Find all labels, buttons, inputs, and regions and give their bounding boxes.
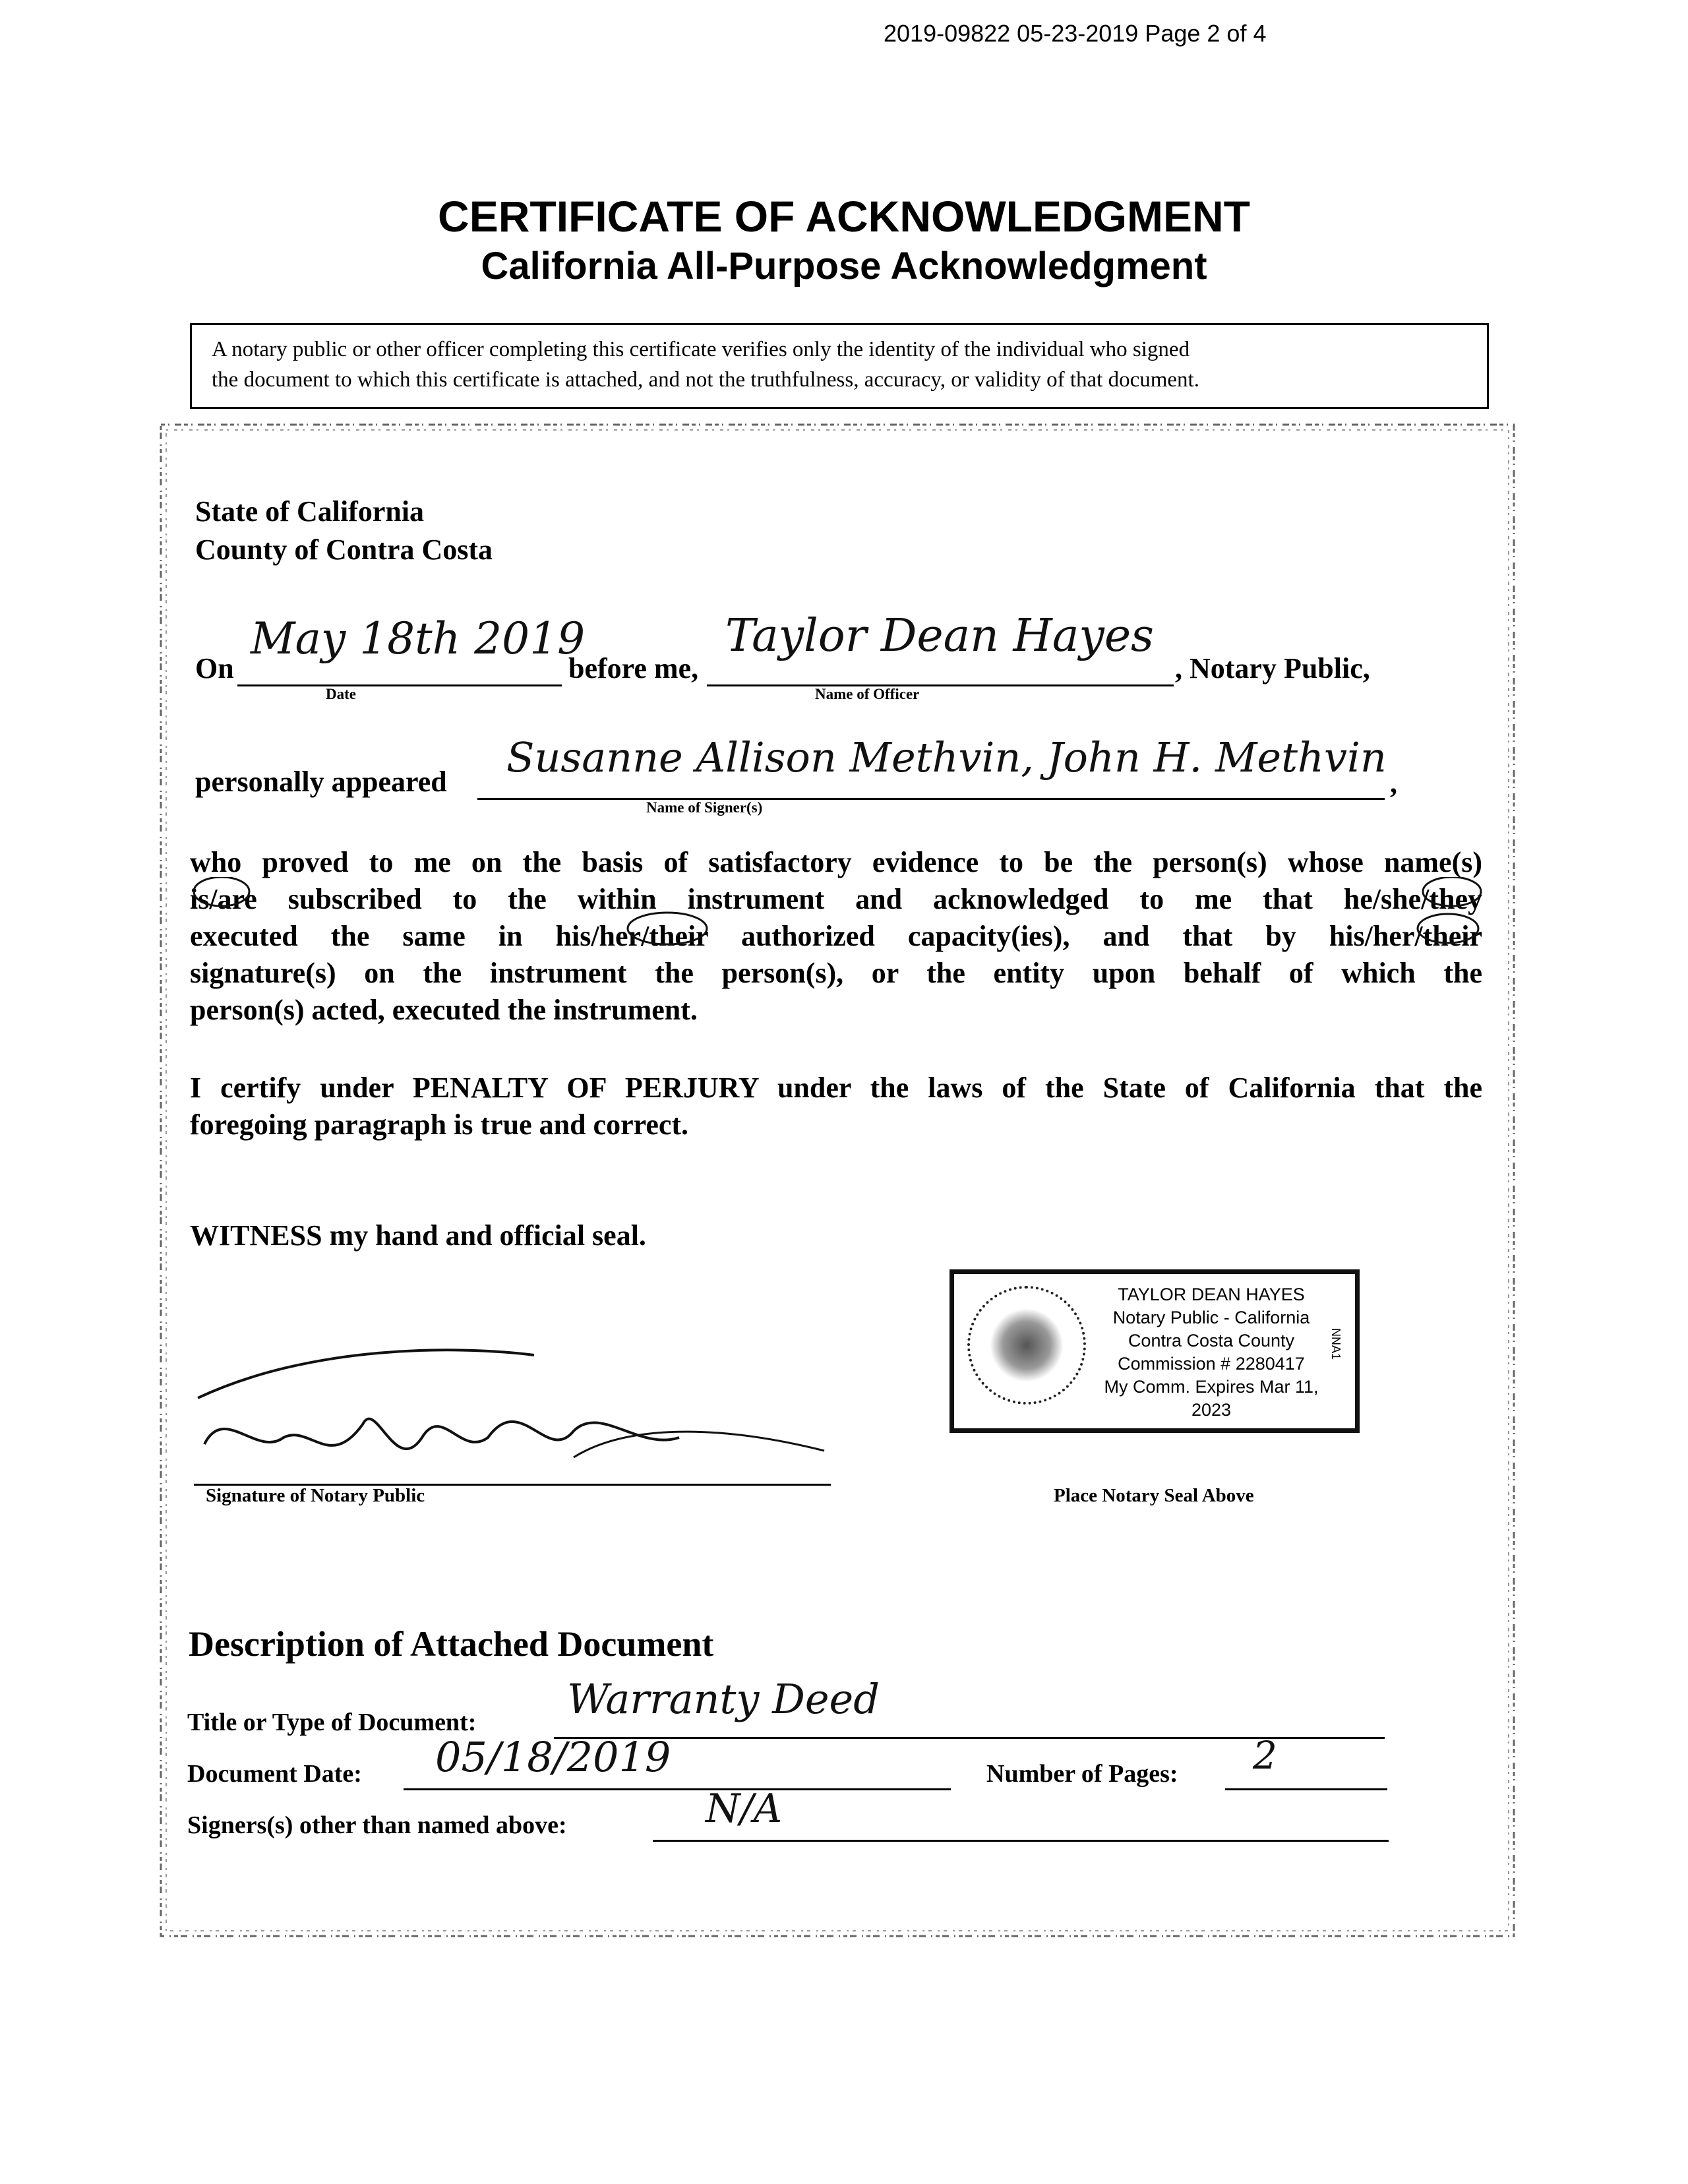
handwritten-circle-marks	[185, 877, 1490, 969]
proof-line-5: person(s) acted, executed the instrument.	[190, 994, 698, 1026]
proof-line-1: who proved to me on the basis of satisfactory evidence to be the person(s) whose name(s)	[190, 846, 1482, 878]
document-title-value: Warranty Deed	[567, 1675, 880, 1723]
date-caption: Date	[326, 686, 356, 702]
handwritten-date: May 18th 2019	[251, 613, 586, 664]
signature-caption: Signature of Notary Public	[206, 1485, 425, 1506]
seal-side-text: NNA1	[1329, 1328, 1342, 1360]
proof-line-4: signature(s) on the instrument the person(s), or the entity upon behalf of which the	[190, 957, 1482, 989]
california-seal-icon	[967, 1286, 1086, 1405]
number-of-pages-label: Number of Pages:	[986, 1760, 1178, 1788]
seal-county: Contra Costa County	[1128, 1331, 1295, 1350]
disclaimer-line-2: the document to which this certificate is attached, and not the truthfulness, accuracy, or validity of that document.	[212, 368, 1199, 392]
perjury-line-2: foregoing paragraph is true and correct.	[190, 1108, 689, 1141]
other-signers-label: Signers(s) other than named above:	[187, 1811, 567, 1839]
document-date-label: Document Date:	[187, 1760, 362, 1788]
venue-state: State of California	[195, 495, 425, 528]
trailing-comma: ,	[1390, 767, 1397, 799]
number-of-pages-value: 2	[1253, 1733, 1277, 1778]
certificate-subtitle: California All-Purpose Acknowledgment	[481, 245, 1207, 288]
document-title-label: Title or Type of Document:	[187, 1709, 477, 1736]
proof-line-2: is/are subscribed to the within instrument and acknowledged to me that he/she/they	[190, 883, 1482, 915]
seal-title: Notary Public - California	[1112, 1308, 1310, 1327]
certificate-title: CERTIFICATE OF ACKNOWLEDGMENT	[438, 192, 1250, 241]
description-heading: Description of Attached Document	[189, 1624, 714, 1664]
signers-caption: Name of Signer(s)	[646, 799, 763, 816]
recording-stamp: 2019-09822 05-23-2019 Page 2 of 4	[884, 20, 1267, 47]
notary-seal-stamp	[950, 1269, 1360, 1433]
handwritten-officer-name: Taylor Dean Hayes	[725, 610, 1154, 662]
seal-name: TAYLOR DEAN HAYES	[1118, 1285, 1305, 1304]
other-signers-value: N/A	[706, 1786, 783, 1832]
disclaimer-line-1: A notary public or other officer completing this certificate verifies only the identity of the individual who signed	[212, 338, 1190, 361]
officer-caption: Name of Officer	[815, 686, 920, 702]
seal-text	[1086, 1283, 1337, 1422]
appeared-label: personally appeared	[195, 766, 447, 798]
witness-statement: WITNESS my hand and official seal.	[190, 1219, 646, 1252]
document-date-value: 05/18/2019	[435, 1733, 671, 1781]
signature-text	[422, 1398, 429, 1399]
seal-commission: Commission # 2280417	[1118, 1354, 1305, 1374]
disclaimer-box	[190, 323, 1489, 409]
handwritten-signer-names: Susanne Allison Methvin, John H. Methvin	[506, 733, 1387, 781]
venue-county: County of Contra Costa	[195, 533, 493, 566]
on-label: On	[195, 652, 234, 684]
notary-public-label: , Notary Public,	[1175, 652, 1370, 684]
proof-line-3: executed the same in his/her/their authorized capacity(ies), and that by his/her/their	[190, 920, 1482, 952]
notary-signature-strokes	[178, 1325, 844, 1497]
perjury-paragraph	[190, 1070, 1482, 1143]
seal-expiration: My Comm. Expires Mar 11, 2023	[1104, 1377, 1319, 1420]
perjury-line-1: I certify under PENALTY OF PERJURY under the laws of the State of California that the	[190, 1072, 1482, 1104]
before-me-label: before me,	[568, 652, 699, 684]
seal-caption: Place Notary Seal Above	[1054, 1485, 1254, 1506]
